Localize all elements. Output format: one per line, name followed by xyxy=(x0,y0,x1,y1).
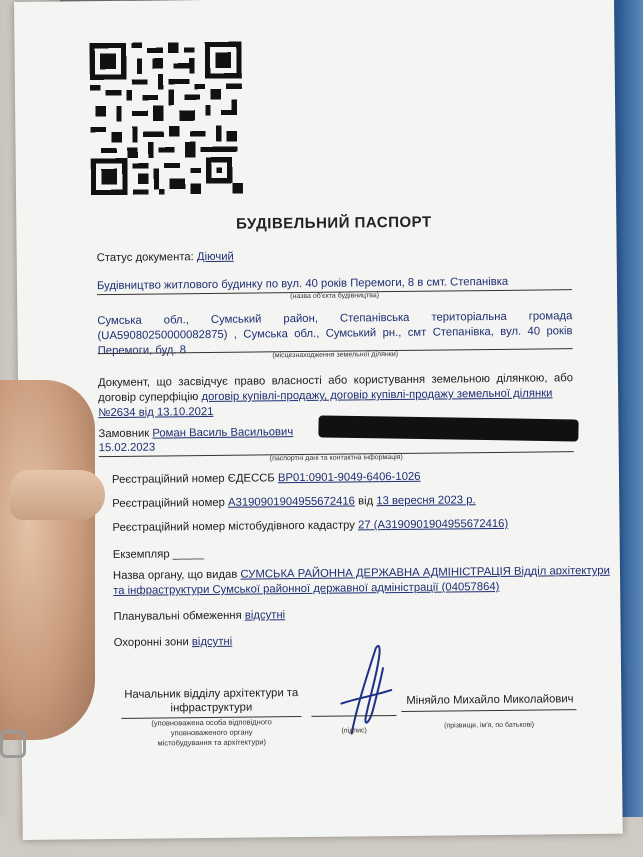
cadastre-label: Реєстраційний номер містобудівного кадастру xyxy=(112,519,355,534)
protected-value: відсутні xyxy=(191,635,233,649)
document-title: БУДІВЕЛЬНИЙ ПАСПОРТ xyxy=(235,213,432,233)
official-caption-line-3: містобудування та архітектури) xyxy=(157,737,267,748)
location-line-2: (UA59080250000082875) , Сумська обл., Сумський рн., смт Степанівка, вул. 40 років xyxy=(97,325,573,343)
thumb xyxy=(10,470,105,520)
issuer-block xyxy=(112,564,610,599)
issuer-value-1: СУМСЬКА РАЙОННА ДЕРЖАВНА АДМІНІСТРАЦІЯ Відділ архітектури xyxy=(240,564,610,581)
protected-label: Охоронні зони xyxy=(113,636,189,649)
copy-label: Екземпляр xyxy=(112,548,170,561)
ownership-prefix: договір суперфіцію xyxy=(98,391,199,405)
redaction-bar xyxy=(318,415,578,441)
issuer-label: Назва органу, що видав xyxy=(112,568,238,582)
customer-value: Роман Василь Васильович xyxy=(152,426,294,440)
location-caption: (місцезнаходження земельної ділянки) xyxy=(272,350,399,360)
location-line-1: Сумська обл., Сумський район, Степанівська територіальна громада xyxy=(97,310,573,328)
copy-value: _____ xyxy=(172,548,205,561)
edessb-label: Реєстраційний номер ЄДЕССБ xyxy=(111,472,275,486)
customer-label: Замовник xyxy=(98,427,150,441)
reg-value: А3190901904955672416 xyxy=(227,495,355,509)
qr-code-icon xyxy=(89,38,243,200)
location-line-3: Перемоги, буд. 8 xyxy=(97,344,187,358)
protected-row xyxy=(114,636,233,649)
ownership-block xyxy=(98,371,573,421)
reg-date: 13 вересня 2023 р. xyxy=(376,494,476,508)
reg-from: від xyxy=(358,495,374,508)
edessb-value: ВР01:0901-9049-6406-1026 xyxy=(277,470,421,485)
signature-icon xyxy=(321,638,412,739)
ownership-line-3: №2634 від 13.10.2021 xyxy=(98,405,214,420)
official-title xyxy=(121,686,301,716)
signer-caption: (прізвище, ім'я, по батькові) xyxy=(444,721,535,730)
object-caption: (назва об'єкта будівництва) xyxy=(290,292,380,301)
customer-caption: (паспортні дані та контактна інформація) xyxy=(269,453,403,463)
reg-label: Реєстраційний номер xyxy=(112,496,225,510)
official-caption-line-2: уповноваженого органу xyxy=(170,727,253,738)
planning-value: відсутні xyxy=(244,609,286,622)
ownership-line-1: Документ, що засвідчує право власності або користування земельною ділянкою, або xyxy=(97,372,574,390)
cadastre-row xyxy=(112,518,508,534)
status-row xyxy=(97,251,234,264)
ring xyxy=(0,730,26,758)
planning-row xyxy=(113,609,285,623)
signer-name: Міняйло Михайло Миколайович xyxy=(406,693,574,707)
customer-row xyxy=(98,426,293,440)
signature-caption: (підпис) xyxy=(341,727,367,735)
hand xyxy=(0,380,95,740)
reg-row xyxy=(112,494,475,510)
ownership-value: договір купівлі-продажу, договір купівлі-продажу земельної ділянки xyxy=(201,387,553,404)
status-value: Діючий xyxy=(196,250,234,264)
planning-label: Планувальні обмеження xyxy=(113,609,242,623)
customer-date: 15.02.2023 xyxy=(98,441,156,455)
cadastre-value: 27 (А3190901904955672416) xyxy=(357,517,509,532)
copy-row xyxy=(113,548,205,561)
official-caption xyxy=(122,717,302,749)
official-title-line-1: Начальник відділу архітектури та xyxy=(124,687,299,701)
official-caption-line-1: (уповноважена особа відповідного xyxy=(151,717,272,728)
edessb-row xyxy=(112,471,421,486)
official-title-line-2: інфраструктури xyxy=(170,701,253,715)
object-name: Будівництво житлового будинку по вул. 40 років Перемоги, 8 в смт. Степанівка xyxy=(96,275,509,293)
signer-rule xyxy=(401,709,576,712)
document-page xyxy=(14,0,623,840)
issuer-value-2: та інфраструктури Сумської районної державної адміністрації (04057864) xyxy=(113,580,500,597)
status-label: Статус документа: xyxy=(96,251,194,265)
